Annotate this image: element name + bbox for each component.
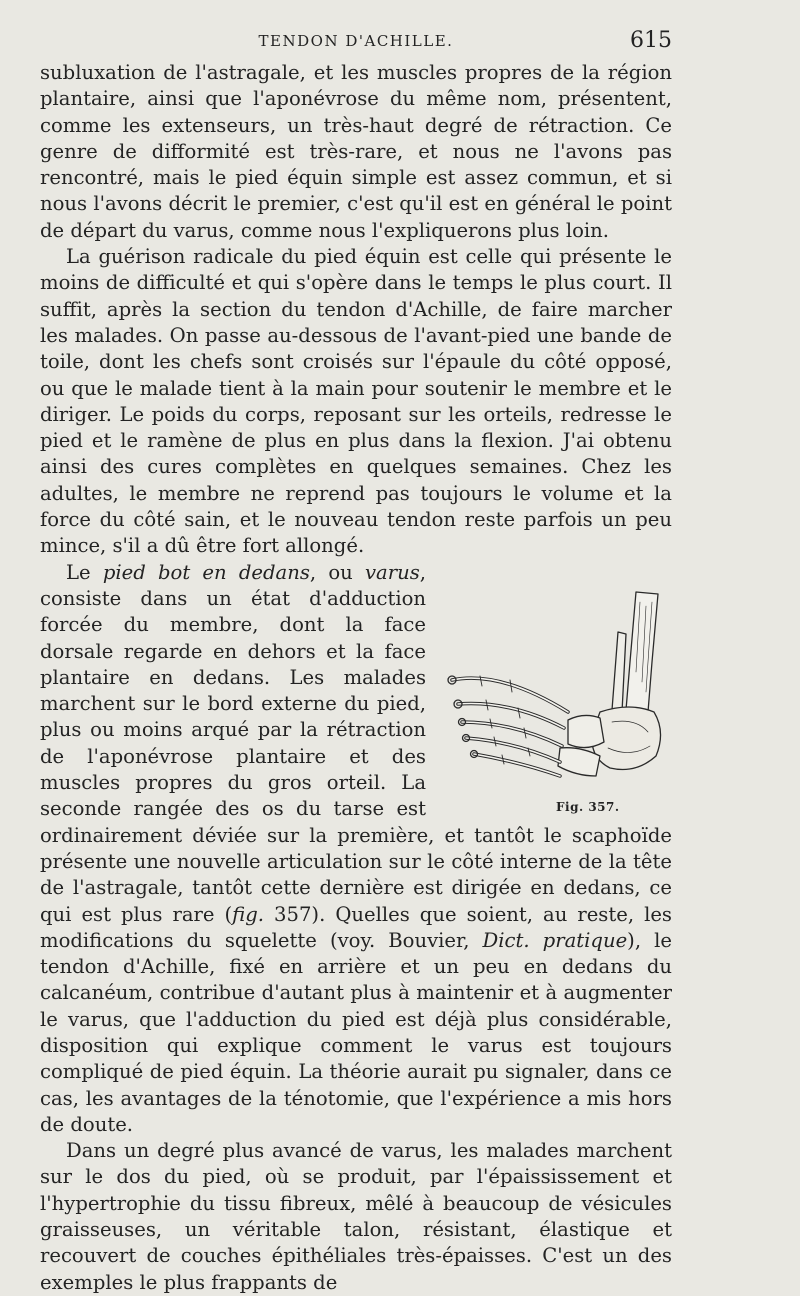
foot-skeleton-illustration xyxy=(440,562,672,820)
figure-357 xyxy=(440,562,672,820)
text-segment: , consiste dans un état d'adduction forcée du membre, dont la face dorsale regarde en dehors et la face plantaire en dedans. Les malades marchent sur le bord externe du pied, plus ou moins arqué par la rétraction de l'aponévrose plantaire et des muscles propres du gros orteil. La seconde rangée des os du tarse est ordinairement déviée sur la première, et tantôt le scaphoïde présente une nouvelle articulation sur le côté interne de la tête de l'astragale, tantôt cette dernière est dirigée en dedans, ce qui est plus rare ( xyxy=(40,560,672,926)
text-segment: , ou xyxy=(309,560,365,584)
running-title: TENDON D'ACHILLE. xyxy=(258,32,454,50)
text-segment: Le xyxy=(66,560,103,584)
term-varus: varus xyxy=(364,560,420,584)
dictionary-reference: Dict. pratique xyxy=(482,928,628,952)
body-text xyxy=(40,60,672,1296)
term-pied-bot-en-dedans: pied bot en dedans xyxy=(102,560,310,584)
figure-reference: fig. xyxy=(232,902,265,926)
page-number: 615 xyxy=(630,28,672,53)
paragraph-2: La guérison radicale du pied équin est celle qui présente le moins de difficulté et qui s'opère dans le temps le plus court. Il suffit, après la section du tendon d'Achille, de faire marcher les malades. On passe au-dessous de l'avant-pied une bande de toile, dont les chefs sont croisés sur l'épaule du côté opposé, ou que le malade tient à la main pour soutenir le membre et le diriger. Le poids du corps, reposant sur les orteils, redresse le pied et le ramène de plus en plus dans la flexion. J'ai obtenu ainsi des cures complètes en quelques semaines. Chez les adultes, le membre ne reprend pas toujours le volume et la force du côté sain, et le nouveau tendon reste parfois un peu mince, s'il a dû être fort allongé. xyxy=(40,245,672,558)
paragraph-3 xyxy=(40,560,672,1139)
paragraph-1: subluxation de l'astragale, et les muscles propres de la région plantaire, ainsi que l'aponévrose du même nom, présentent, comme les extenseurs, un très-haut degré de rétraction. Ce genre de difformité est très-rare, et nous ne l'avons pas rencontré, mais le pied équin simple est assez commun, et si nous l'avons décrit le premier, c'est qu'il est en général le point de départ du varus, comme nous l'expliquerons plus loin. xyxy=(40,61,672,242)
paragraph-4: Dans un degré plus avancé de varus, les malades marchent sur le dos du pied, où se produit, par l'épaississement et l'hypertrophie du tissu fibreux, mêlé à beaucoup de vésicules graisseuses, un véritable talon, résistant, élastique et recouvert de couches épithéliales très-épaisses. C'est un des exemples le plus frappants de xyxy=(40,1139,672,1294)
text-segment: 357). Quelles que soient, au reste, les modifications du squelette (voy. Bouvier, xyxy=(40,902,672,952)
figure-caption: Fig. 357. xyxy=(556,799,620,814)
page-header xyxy=(40,24,672,58)
text-segment: ), le tendon d'Achille, fixé en arrière et un peu en dedans du calcanéum, contribue d'autant plus à maintenir et à augmenter le varus, que l'adduction du pied est déjà plus considérable, disposition qui explique comment le varus est toujours compliqué de pied équin. La théorie aurait pu signaler, dans ce cas, les avantages de la ténotomie, que l'expérience a mis hors de doute. xyxy=(40,928,672,1136)
